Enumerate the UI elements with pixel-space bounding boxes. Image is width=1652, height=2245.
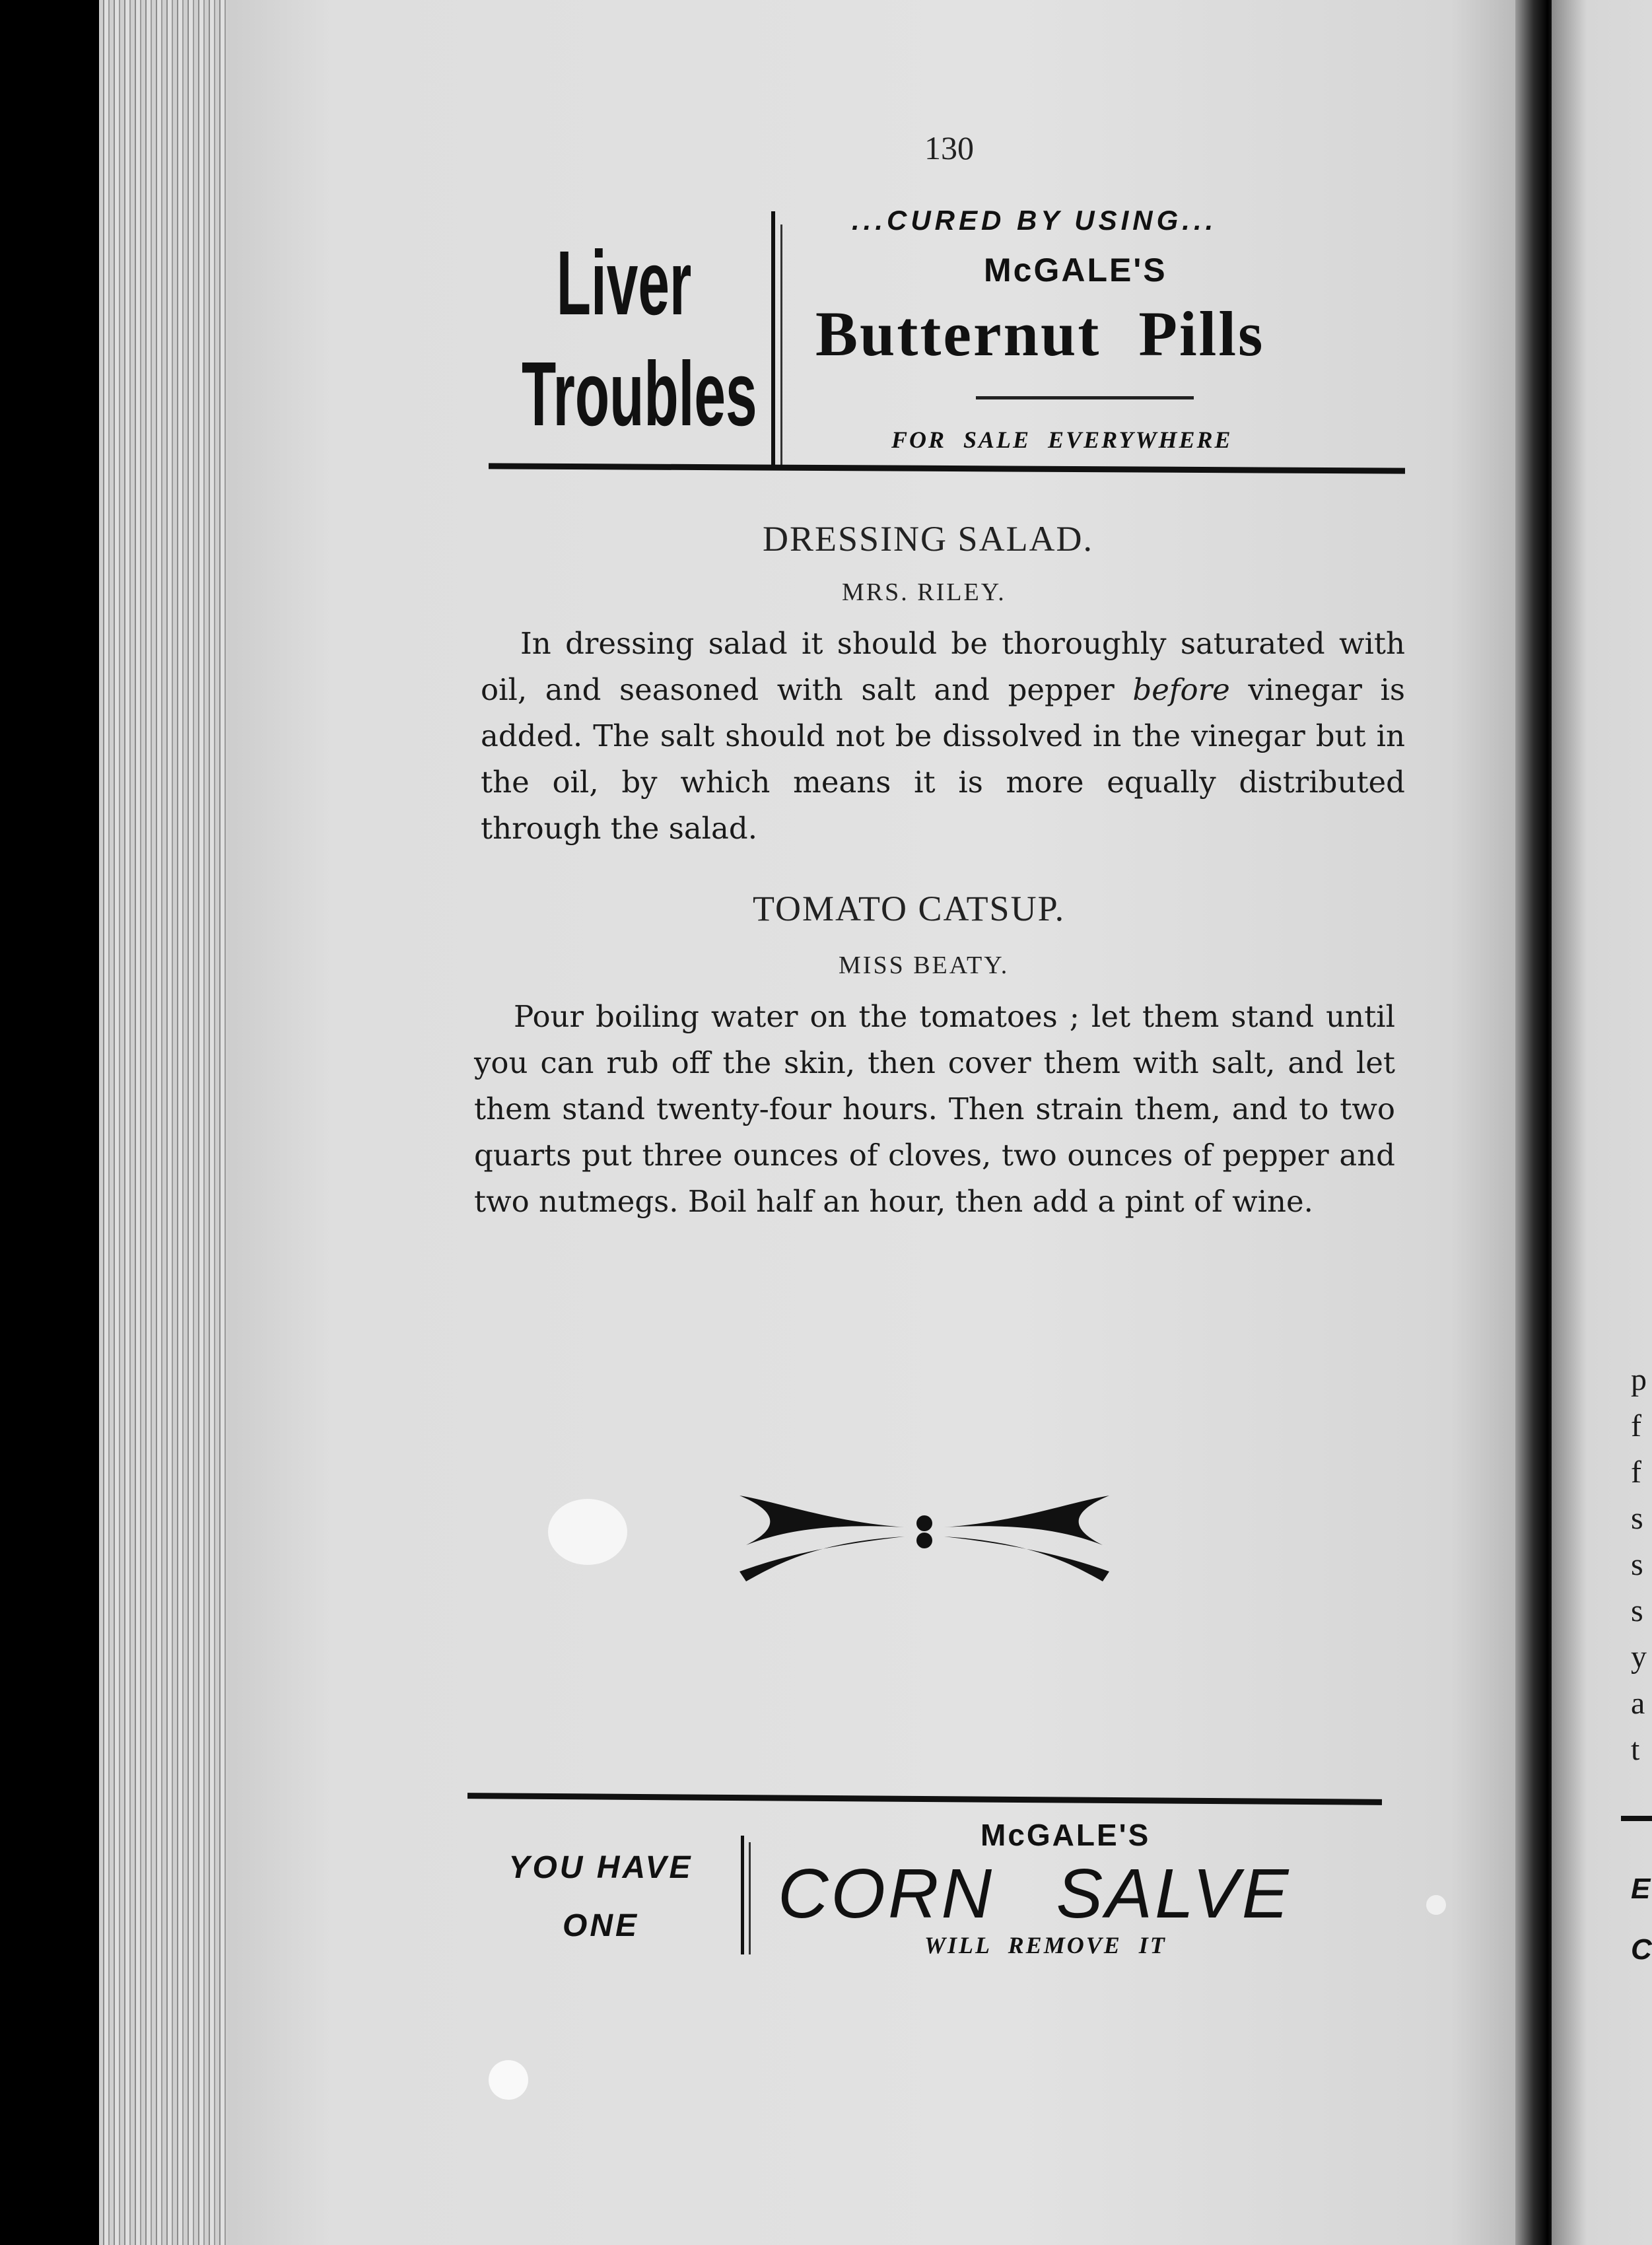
film-speck — [1426, 1895, 1446, 1915]
facing-page-rule — [1621, 1816, 1652, 1821]
recipe-title: DRESSING SALAD. — [763, 519, 1094, 559]
ad-bottom-brand: McGALE'S — [981, 1818, 1151, 1852]
ad-top-tagline: ...CURED BY USING... — [852, 205, 1218, 236]
facing-page-ad-fragment: E C — [1631, 1873, 1652, 1966]
ad-bottom-headline — [475, 1839, 726, 1955]
recipe-author: MISS BEATY. — [839, 951, 1010, 979]
page-number: 130 — [924, 129, 974, 166]
ad-top-headline-line2: Troubles — [522, 343, 757, 445]
recipe-body-text: In dressing salad it should be thoroughly saturated with oil, and seasoned with salt and pepper — [481, 626, 1405, 707]
ad-bottom-headline-line2: ONE — [562, 1908, 639, 1943]
facing-page-text-fragment: p f f s s s y a t — [1631, 1362, 1647, 1767]
recipe-body — [481, 621, 1405, 852]
recipe-body-text: Pour boiling water on the tomatoes ; let them stand until you can rub off the skin, then cover them with salt, and let them stand twenty-four hours. Then strain them, and to two quarts put three ounces of cloves, two ounces of pepper and two nutmegs. Boil half an hour, then add a pint of wine. — [474, 999, 1395, 1219]
recipe-author: MRS. RILEY. — [842, 578, 1006, 606]
recipe-body — [474, 994, 1395, 1225]
ad-top-divider — [771, 211, 775, 466]
ad-top-divider-thin — [780, 224, 782, 466]
ad-top-headline — [522, 228, 757, 450]
ad-top-short-rule — [976, 396, 1194, 399]
recipe-body-text: vinegar is added. The salt should not be dissolved in the vinegar but in the oil, by which means it is more equally distributed through the salad. — [481, 672, 1406, 846]
ad-top-brand: McGALE'S — [984, 252, 1167, 289]
film-speck — [548, 1499, 627, 1565]
decorative-ornament — [740, 1482, 1109, 1581]
ad-bottom-product: CORN SALVE — [778, 1855, 1291, 1933]
ad-bottom-divider — [741, 1836, 744, 1954]
ad-bottom-tagline: WILL REMOVE IT — [924, 1932, 1167, 1958]
ad-bottom-divider-thin — [749, 1842, 751, 1954]
ad-top-headline-line1: Liver — [556, 232, 692, 334]
film-speck — [489, 2060, 528, 2100]
ad-top-footer: FOR SALE EVERYWHERE — [891, 427, 1233, 453]
recipe-title: TOMATO CATSUP. — [753, 889, 1066, 928]
ad-bottom-headline-line1: YOU HAVE — [508, 1850, 693, 1885]
ad-top-product: Butternut Pills — [815, 298, 1265, 369]
recipe-body-emphasis: before — [1132, 672, 1230, 707]
